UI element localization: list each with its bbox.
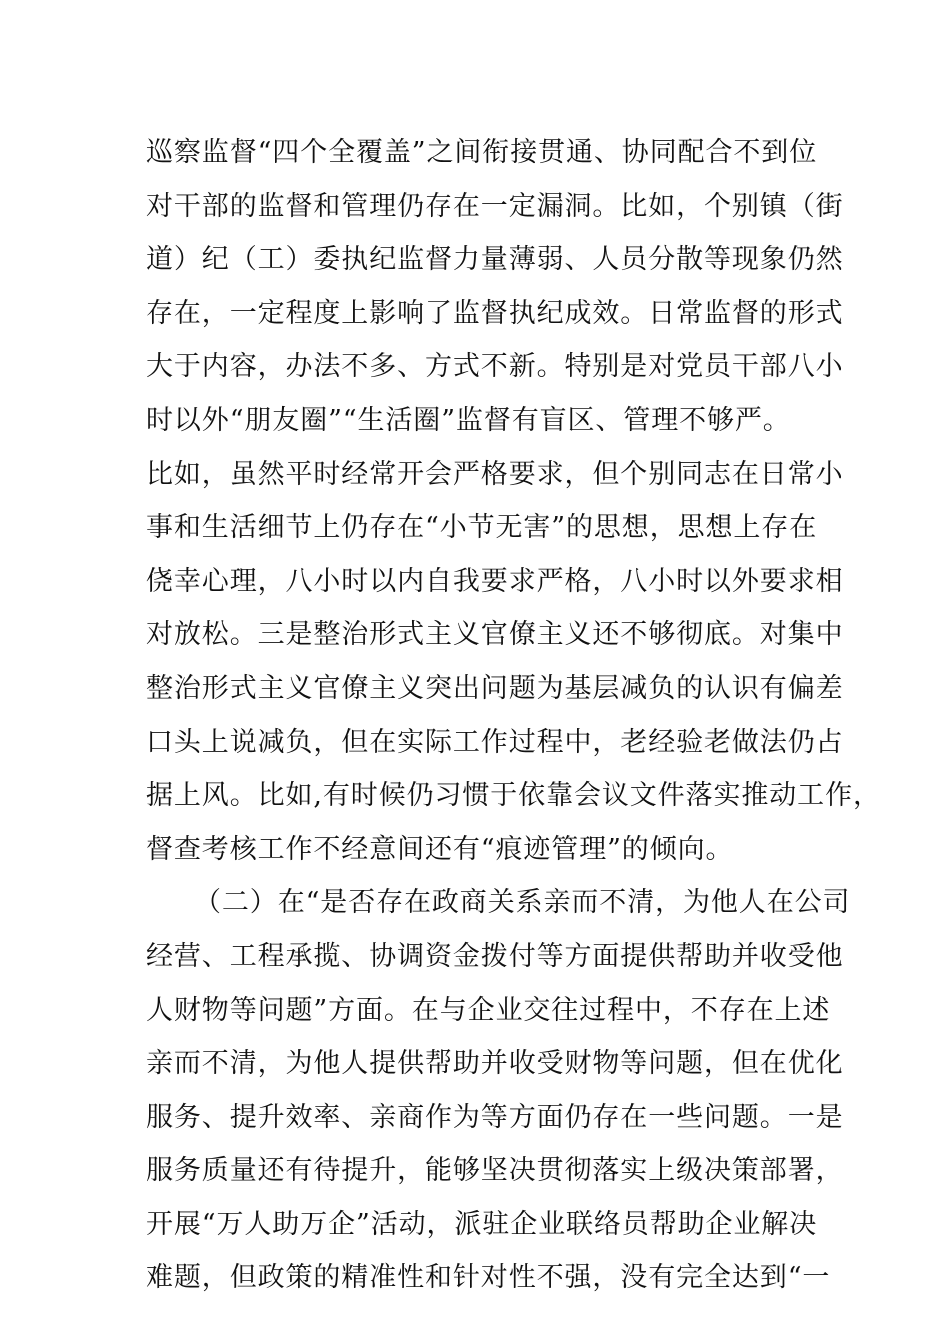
text-line: 服务质量还有待提升，能够坚决贯彻落实上级决策部署， (146, 1155, 844, 1187)
text-line: 据上风。比如,有时候仍习惯于依靠会议文件落实推动工作， (146, 780, 881, 812)
paragraph-start-line: （二）在“是否存在政商关系亲而不清，为他人在公司 (194, 887, 851, 919)
text-line: 难题，但政策的精准性和针对性不强，没有完全达到“一 (146, 1262, 831, 1294)
text-line: 服务、提升效率、亲商作为等方面仍存在一些问题。一是 (146, 1101, 844, 1133)
text-line: 对干部的监督和管理仍存在一定漏洞。比如，个别镇（街 (146, 190, 844, 222)
text-line: 开展“万人助万企”活动，派驻企业联络员帮助企业解决 (146, 1208, 818, 1240)
text-line: 巡察监督“四个全覆盖”之间衔接贯通、协同配合不到位 (146, 137, 818, 168)
text-line: 亲而不清，为他人提供帮助并收受财物等问题，但在优化 (146, 1048, 844, 1080)
body-text (146, 126, 881, 1305)
text-line: 整治形式主义官僚主义突出问题为基层减负的认识有偏差 (146, 672, 844, 704)
text-line: 侥幸心理，八小时以内自我要求严格，八小时以外要求相 (146, 565, 844, 597)
text-line: 口头上说减负，但在实际工作过程中，老经验老做法仍占 (146, 726, 844, 758)
text-line: 人财物等问题”方面。在与企业交往过程中，不存在上述 (146, 994, 831, 1026)
text-line: 经营、工程承揽、协调资金拨付等方面提供帮助并收受他 (146, 940, 844, 972)
text-line: 时以外“朋友圈”“生活圈”监督有盲区、管理不够严。 (146, 404, 791, 436)
text-line: 督查考核工作不经意间还有“痕迹管理”的倾向。 (146, 833, 734, 865)
text-line: 对放松。三是整治形式主义官僚主义还不够彻底。对集中 (146, 619, 844, 651)
text-line: 比如，虽然平时经常开会严格要求，但个别同志在日常小 (146, 458, 844, 490)
text-line: 存在，一定程度上影响了监督执纪成效。日常监督的形式 (146, 297, 844, 329)
text-line: 大于内容，办法不多、方式不新。特别是对党员干部八小 (146, 351, 844, 383)
text-line: 道）纪（工）委执纪监督力量薄弱、人员分散等现象仍然 (146, 244, 844, 276)
text-line: 事和生活细节上仍存在“小节无害”的思想，思想上存在 (146, 512, 818, 544)
